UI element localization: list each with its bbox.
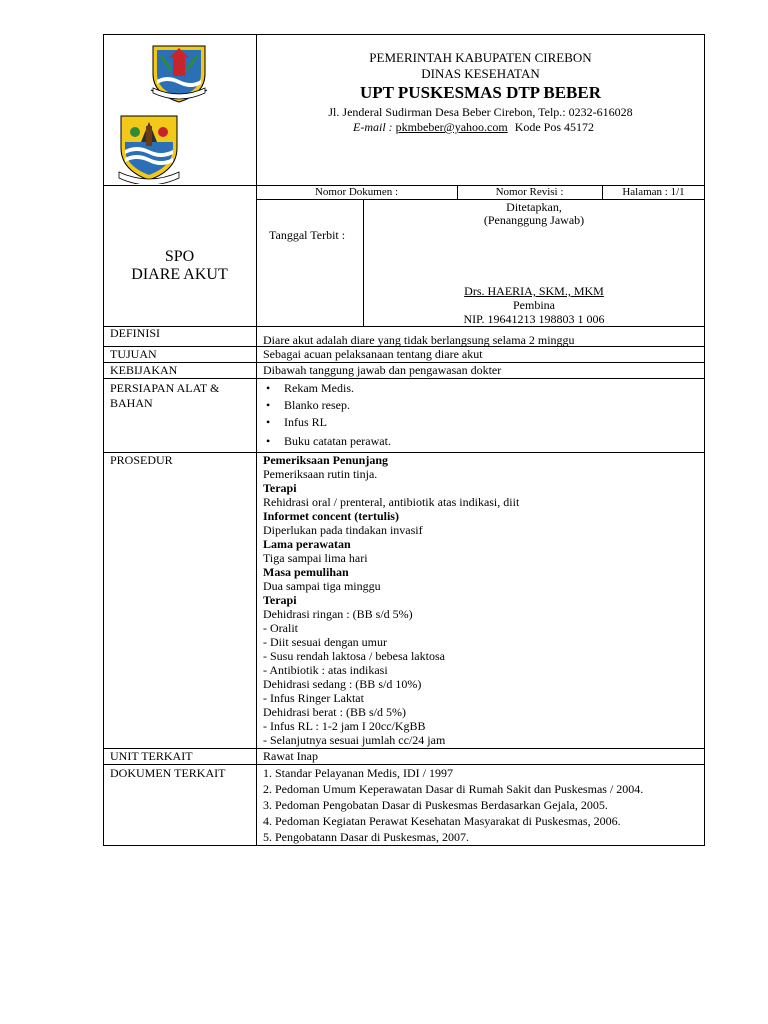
- dokumen-item: 2. Pedoman Umum Keperawatan Dasar di Rumah Sakit dan Puskesmas / 2004.: [263, 782, 644, 796]
- kebijakan-label: KEBIJAKAN: [110, 363, 178, 377]
- signer-nip: NIP. 19641213 198803 1 006: [463, 312, 605, 326]
- prosedur-line: Dehidrasi sedang : (BB s/d 10%): [263, 677, 422, 691]
- row-line: [103, 326, 705, 327]
- penanggung-jawab: (Penanggung Jawab): [483, 213, 585, 227]
- prosedur-heading: Pemeriksaan Penunjang: [263, 453, 389, 467]
- dokumen-item: 4. Pedoman Kegiatan Perawat Kesehatan Masyarakat di Puskesmas, 2006.: [263, 814, 621, 828]
- persiapan-label-2: BAHAN: [110, 396, 153, 410]
- row-line: [103, 748, 705, 749]
- prosedur-line: - Antibiotik : atas indikasi: [263, 663, 388, 677]
- prosedur-line: - Oralit: [263, 621, 298, 635]
- prosedur-line: Tiga sampai lima hari: [263, 551, 368, 565]
- prosedur-line: Dua sampai tiga minggu: [263, 579, 381, 593]
- prosedur-line: Pemeriksaan rutin tinja.: [263, 467, 378, 481]
- prosedur-line: - Infus RL : 1-2 jam I 20cc/KgBB: [263, 719, 426, 733]
- cirebon-regency-logo: [147, 40, 211, 104]
- bullet-icon: •: [266, 415, 271, 429]
- email-label: E-mail :: [353, 120, 393, 134]
- nomor-dokumen: Nomor Dokumen :: [314, 186, 399, 198]
- prosedur-heading: Terapi: [263, 481, 297, 495]
- signer-name: Drs. HAERIA, SKM., MKM: [464, 284, 604, 298]
- signer-role: Pembina: [513, 298, 555, 312]
- document-title: DIARE AKUT: [131, 266, 228, 283]
- ditetapkan: Ditetapkan,: [506, 200, 562, 214]
- dokumen-item: 1. Standar Pelayanan Medis, IDI / 1997: [263, 766, 453, 780]
- kebijakan-text: Dibawah tanggung jawab dan pengawasan dokter: [263, 363, 502, 377]
- prosedur-line: Dehidrasi berat : (BB s/d 5%): [263, 705, 406, 719]
- spo-label: SPO: [164, 248, 195, 265]
- row-line: [103, 378, 705, 379]
- dokumen-item: 5. Pengobatann Dasar di Puskesmas, 2007.: [263, 830, 469, 844]
- unit-terkait-text: Rawat Inap: [263, 749, 318, 763]
- tanggal-terbit: Tanggal Terbit :: [269, 228, 346, 242]
- persiapan-item: Rekam Medis.: [284, 381, 354, 395]
- postcode: Kode Pos 45172: [514, 120, 595, 134]
- prosedur-heading: Masa pemulihan: [263, 565, 349, 579]
- dokumen-terkait-label: DOKUMEN TERKAIT: [110, 766, 226, 780]
- bullet-icon: •: [266, 398, 271, 412]
- persiapan-label: PERSIAPAN ALAT &: [110, 381, 220, 395]
- email-link[interactable]: pkmbeber@yahoo.com: [395, 120, 508, 134]
- tujuan-label: TUJUAN: [110, 347, 157, 361]
- definisi-label: DEFINISI: [110, 326, 160, 340]
- nomor-revisi: Nomor Revisi :: [495, 186, 564, 198]
- label-column-divider: [256, 326, 257, 846]
- row-line: [103, 764, 705, 765]
- unit-terkait-label: UNIT TERKAIT: [110, 749, 193, 763]
- prosedur-line: - Diit sesuai dengan umur: [263, 635, 387, 649]
- row-line: [103, 452, 705, 453]
- email-line: [353, 120, 594, 134]
- kabupaten-emblem-logo: [117, 112, 181, 184]
- prosedur-line: - Infus Ringer Laktat: [263, 691, 364, 705]
- prosedur-line: - Susu rendah laktosa / bebesa laktosa: [263, 649, 445, 663]
- tujuan-text: Sebagai acuan pelaksanaan tentang diare akut: [263, 347, 483, 361]
- prosedur-heading: Lama perawatan: [263, 537, 351, 551]
- persiapan-item: Blanko resep.: [284, 398, 350, 412]
- government-name: PEMERINTAH KABUPATEN CIREBON: [369, 50, 592, 65]
- prosedur-line: - Selanjutnya sesuai jumlah cc/24 jam: [263, 733, 446, 747]
- department-name: DINAS KESEHATAN: [421, 66, 540, 81]
- unit-name: UPT PUSKESMAS DTP BEBER: [359, 83, 602, 102]
- persiapan-item: Buku catatan perawat.: [284, 434, 391, 448]
- prosedur-line: Dehidrasi ringan : (BB s/d 5%): [263, 607, 413, 621]
- persiapan-item: Infus RL: [284, 415, 327, 429]
- bullet-icon: •: [266, 434, 271, 448]
- definisi-text: Diare akut adalah diare yang tidak berlangsung selama 2 minggu: [263, 333, 575, 347]
- prosedur-line: Rehidrasi oral / prenteral, antibiotik atas indikasi, diit: [263, 495, 520, 509]
- prosedur-heading: Terapi: [263, 593, 297, 607]
- prosedur-label: PROSEDUR: [110, 453, 173, 467]
- bullet-icon: •: [266, 381, 271, 395]
- prosedur-line: Diperlukan pada tindakan invasif: [263, 523, 423, 537]
- prosedur-heading: Informet concent (tertulis): [263, 509, 399, 523]
- address-line: Jl. Jenderal Sudirman Desa Beber Cirebon, Telp.: 0232-616028: [328, 105, 633, 119]
- dokumen-item: 3. Pedoman Pengobatan Dasar di Puskesmas Berdasarkan Gejala, 2005.: [263, 798, 608, 812]
- halaman: Halaman : 1/1: [622, 186, 685, 198]
